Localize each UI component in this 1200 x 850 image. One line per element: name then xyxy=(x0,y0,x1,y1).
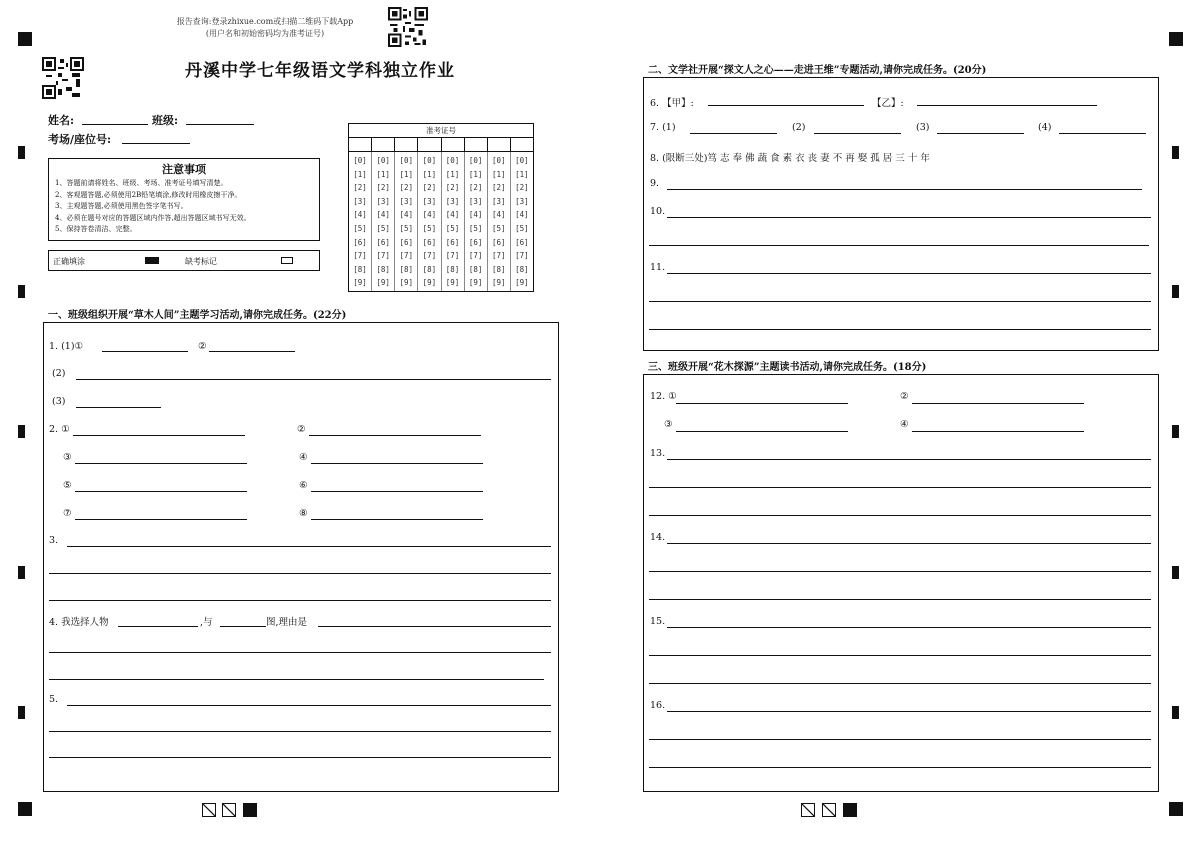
exam-id-bubble[interactable]: [2] xyxy=(445,183,460,193)
q10-label: 10. xyxy=(650,206,666,217)
answer-line[interactable] xyxy=(912,403,1084,404)
answer-line[interactable] xyxy=(667,711,1151,712)
exam-id-bubble[interactable]: [6] xyxy=(515,237,529,247)
answer-line[interactable] xyxy=(912,431,1084,432)
exam-id-bubble[interactable]: [6] xyxy=(399,237,414,247)
q2-mark: ⑥ xyxy=(299,480,308,491)
answer-line[interactable] xyxy=(49,679,544,680)
q15-label: 15. xyxy=(650,616,666,627)
exam-id-bubble[interactable]: [8] xyxy=(399,264,414,274)
q3-label: 3. xyxy=(49,535,59,546)
q14-label: 14. xyxy=(650,532,666,543)
exam-id-bubble[interactable]: [0] xyxy=(492,156,506,165)
answer-line[interactable] xyxy=(49,652,551,653)
q4-label: 4. 我选择人物 xyxy=(49,617,109,628)
q11-label: 11. xyxy=(650,262,666,273)
exam-id-bubble[interactable]: [7] xyxy=(445,251,460,261)
exam-id-bubble[interactable]: [3] xyxy=(445,196,460,206)
section-2-answer-area[interactable] xyxy=(643,77,1159,351)
timing-mark xyxy=(1172,146,1179,159)
exam-id-column xyxy=(418,152,441,291)
q2-mark: ③ xyxy=(63,452,72,463)
q2-mark: ④ xyxy=(299,452,308,463)
notice-item: 4、必须在题号对应的答题区域内作答,超出答题区域书写无效。 xyxy=(55,213,251,222)
exam-id-bubble[interactable]: [5] xyxy=(492,223,506,233)
answer-line[interactable] xyxy=(73,435,245,436)
exam-id-bubble[interactable]: [4] xyxy=(399,210,414,220)
q16-label: 16. xyxy=(650,700,666,711)
exam-id-bubble[interactable]: [9] xyxy=(515,278,529,288)
answer-line[interactable] xyxy=(76,379,551,380)
exam-id-bubble[interactable]: [5] xyxy=(468,223,483,233)
exam-id-column xyxy=(372,152,395,291)
notice-item: 1、答题前请将姓名、班级、考场、准考证号填写清楚。 xyxy=(55,179,228,187)
exam-id-bubble[interactable]: [9] xyxy=(445,278,460,288)
answer-line[interactable] xyxy=(937,133,1024,134)
section-3-title: 三、班级开展“花木探源”主题读书活动,请你完成任务。(18分) xyxy=(648,362,927,373)
slash-box-icon xyxy=(822,803,836,817)
section-1-answer-area[interactable] xyxy=(43,322,559,792)
exam-id-bubble[interactable]: [8] xyxy=(445,264,460,274)
answer-line[interactable] xyxy=(649,655,1151,656)
seat-field[interactable] xyxy=(122,143,190,144)
timing-mark xyxy=(18,706,25,719)
timing-mark xyxy=(18,146,25,159)
exam-id-column xyxy=(349,152,372,291)
exam-id-bubble[interactable]: [8] xyxy=(422,264,437,274)
absent-mark-label: 缺考标记 xyxy=(185,257,217,266)
slash-box-icon xyxy=(222,803,236,817)
notice-title: 注意事项 xyxy=(162,163,206,176)
exam-id-bubble[interactable]: [5] xyxy=(422,223,437,233)
q2-mark: ⑦ xyxy=(63,508,72,519)
q7-label: 7. (1) xyxy=(650,122,676,133)
exam-id-bubble[interactable]: [2] xyxy=(492,183,506,193)
absent-checkbox[interactable] xyxy=(281,257,293,264)
exam-id-bubble[interactable]: [6] xyxy=(468,237,483,247)
exam-id-column xyxy=(511,152,533,291)
timing-mark xyxy=(1172,425,1179,438)
exam-id-bubble[interactable]: [9] xyxy=(468,278,483,288)
timing-mark xyxy=(1172,706,1179,719)
exam-id-column xyxy=(395,152,418,291)
timing-mark xyxy=(18,285,25,298)
filled-bubble-icon xyxy=(145,257,159,264)
answer-line[interactable] xyxy=(649,739,1151,740)
q6-label-b: 【乙】: xyxy=(872,98,904,109)
exam-id-bubble[interactable]: [1] xyxy=(422,169,437,179)
exam-id-bubble[interactable]: [0] xyxy=(445,156,460,165)
q2-mark: ⑤ xyxy=(63,480,72,491)
answer-line[interactable] xyxy=(667,217,1151,218)
exam-id-bubble[interactable]: [7] xyxy=(515,251,529,261)
exam-id-grid xyxy=(348,123,534,292)
q7-part: (4) xyxy=(1038,122,1052,133)
exam-id-column xyxy=(465,152,488,291)
exam-id-bubble[interactable]: [4] xyxy=(445,210,460,220)
q12-mark: ② xyxy=(900,391,909,402)
answer-line[interactable] xyxy=(708,105,864,106)
exam-id-bubble[interactable]: [3] xyxy=(492,196,506,206)
notice-item: 3、主观题答题,必须使用黑色签字笔书写。 xyxy=(55,202,188,210)
corner-mark xyxy=(18,32,32,46)
exam-id-bubble[interactable]: [5] xyxy=(399,223,414,233)
exam-id-bubble[interactable]: [0] xyxy=(515,156,529,165)
exam-id-bubble[interactable]: [3] xyxy=(422,196,437,206)
class-label: 班级: xyxy=(152,114,179,127)
answer-line[interactable] xyxy=(649,599,1151,600)
exam-id-bubble[interactable]: [8] xyxy=(353,264,367,274)
answer-line[interactable] xyxy=(309,435,481,436)
exam-id-bubble[interactable]: [0] xyxy=(468,156,483,165)
exam-id-bubble[interactable]: [2] xyxy=(399,183,414,193)
correct-fill-label: 正确填涂 xyxy=(53,257,85,266)
exam-id-bubble[interactable]: [0] xyxy=(376,156,390,165)
section-3-answer-area[interactable] xyxy=(643,374,1159,792)
q12-mark: ③ xyxy=(664,419,673,430)
answer-line[interactable] xyxy=(75,463,247,464)
exam-id-bubble[interactable]: [9] xyxy=(353,278,367,288)
answer-line[interactable] xyxy=(311,491,483,492)
q9-label: 9. xyxy=(650,178,660,189)
exam-id-bubble[interactable]: [8] xyxy=(376,264,390,274)
report-line-2: (用户名和初始密码均为准考证号) xyxy=(205,29,325,38)
q7-part: (3) xyxy=(916,122,930,133)
exam-id-bubble[interactable]: [9] xyxy=(376,278,390,288)
page-title: 丹溪中学七年级语文学科独立作业 xyxy=(185,61,455,81)
exam-id-bubble[interactable]: [1] xyxy=(468,169,483,179)
answer-line[interactable] xyxy=(649,329,1151,330)
answer-line[interactable] xyxy=(649,487,1151,488)
exam-id-bubble[interactable]: [5] xyxy=(445,223,460,233)
answer-line[interactable] xyxy=(75,519,247,520)
report-line-1: 报告查询:登录zhixue.com或扫描二维码下载App xyxy=(176,17,354,26)
exam-id-bubble[interactable]: [9] xyxy=(399,278,414,288)
exam-id-bubble[interactable]: [7] xyxy=(468,251,483,261)
exam-id-bubble[interactable]: [1] xyxy=(399,169,414,179)
exam-id-bubble[interactable]: [2] xyxy=(422,183,437,193)
exam-id-bubble[interactable]: [3] xyxy=(376,196,390,206)
answer-line[interactable] xyxy=(649,571,1151,572)
corner-mark xyxy=(1169,32,1183,46)
exam-id-bubble[interactable]: [7] xyxy=(353,251,367,261)
answer-line[interactable] xyxy=(667,189,1142,190)
exam-id-bubble[interactable]: [9] xyxy=(422,278,437,288)
solid-box-icon xyxy=(243,803,257,817)
exam-id-bubble[interactable]: [0] xyxy=(399,156,414,165)
q1-part-2: (2) xyxy=(52,368,66,379)
answer-line[interactable] xyxy=(649,245,1149,246)
answer-line[interactable] xyxy=(649,301,1151,302)
exam-id-bubble[interactable]: [5] xyxy=(515,223,529,233)
answer-line[interactable] xyxy=(667,273,1151,274)
answer-line[interactable] xyxy=(667,459,1151,460)
exam-id-bubble[interactable]: [8] xyxy=(492,264,506,274)
q2-label: 2. ① xyxy=(49,424,70,435)
answer-line[interactable] xyxy=(76,407,161,408)
timing-mark xyxy=(1172,566,1179,579)
exam-id-bubble[interactable]: [5] xyxy=(376,223,390,233)
q1-label: 1. (1)① xyxy=(49,341,84,352)
q7-part: (2) xyxy=(792,122,806,133)
exam-id-column xyxy=(488,152,511,291)
q2-mark: ⑧ xyxy=(299,508,308,519)
answer-line[interactable] xyxy=(649,683,1151,684)
exam-id-bubble[interactable]: [6] xyxy=(376,237,390,247)
exam-id-bubble[interactable]: [6] xyxy=(445,237,460,247)
answer-line[interactable] xyxy=(49,600,551,601)
answer-line[interactable] xyxy=(311,519,483,520)
answer-line[interactable] xyxy=(676,403,848,404)
answer-line[interactable] xyxy=(690,133,777,134)
exam-id-bubble[interactable]: [7] xyxy=(399,251,414,261)
answer-line[interactable] xyxy=(649,515,1151,516)
answer-line[interactable] xyxy=(318,626,551,627)
slash-box-icon xyxy=(202,803,216,817)
slash-box-icon xyxy=(801,803,815,817)
answer-line[interactable] xyxy=(49,731,551,732)
answer-line[interactable] xyxy=(649,767,1151,768)
exam-id-bubble[interactable]: [6] xyxy=(353,237,367,247)
notice-box xyxy=(48,158,320,241)
timing-mark xyxy=(18,566,25,579)
exam-id-bubble[interactable]: [1] xyxy=(515,169,529,179)
exam-id-bubble[interactable]: [6] xyxy=(422,237,437,247)
exam-id-bubble[interactable]: [5] xyxy=(353,223,367,233)
exam-id-bubble[interactable]: [7] xyxy=(376,251,390,261)
name-field[interactable] xyxy=(82,124,148,125)
exam-id-bubble[interactable]: [6] xyxy=(492,237,506,247)
section-2-title: 二、文学社开展“探文人之心——走进王维”专题活动,请你完成任务。(20分) xyxy=(648,65,987,76)
exam-id-bubble[interactable]: [0] xyxy=(422,156,437,165)
exam-id-bubble[interactable]: [4] xyxy=(422,210,437,220)
exam-id-bubble[interactable]: [7] xyxy=(492,251,506,261)
q2-mark: ② xyxy=(297,424,306,435)
q8-text[interactable]: 8. (限断三处)笃 志 奉 佛 蔬 食 素 衣 丧 妻 不 再 娶 孤 居 三 十 年 xyxy=(650,153,930,164)
answer-line[interactable] xyxy=(676,431,848,432)
q4-text: ,与 xyxy=(200,617,213,628)
qr-code-icon[interactable] xyxy=(388,7,428,47)
answer-line[interactable] xyxy=(102,351,188,352)
exam-id-bubble[interactable]: [1] xyxy=(445,169,460,179)
exam-id-bubble[interactable]: [3] xyxy=(468,196,483,206)
answer-line[interactable] xyxy=(118,626,198,627)
seat-label: 考场/座位号: xyxy=(48,133,112,146)
q12-label: 12. ① xyxy=(650,391,677,402)
answer-line[interactable] xyxy=(67,546,551,547)
exam-id-bubble[interactable]: [4] xyxy=(468,210,483,220)
answer-line[interactable] xyxy=(1059,133,1146,134)
timing-mark xyxy=(18,425,25,438)
answer-line[interactable] xyxy=(667,627,1151,628)
answer-line[interactable] xyxy=(49,757,551,758)
exam-id-write-cells[interactable] xyxy=(349,138,533,152)
notice-item: 2、客观题答题,必须使用2B铅笔填涂,修改时用橡皮擦干净。 xyxy=(55,190,242,199)
exam-id-bubble[interactable]: [4] xyxy=(353,210,367,220)
corner-mark xyxy=(1169,802,1183,816)
answer-line[interactable] xyxy=(49,573,551,574)
exam-id-bubble[interactable]: [3] xyxy=(353,196,367,206)
q13-label: 13. xyxy=(650,448,666,459)
q1-part-3: (3) xyxy=(52,396,66,407)
q1-mark-2: ② xyxy=(198,341,207,352)
exam-id-bubble[interactable]: [8] xyxy=(515,264,529,274)
q6-label: 6. 【甲】: xyxy=(650,98,694,109)
exam-id-bubble[interactable]: [4] xyxy=(376,210,390,220)
exam-id-bubble[interactable]: [1] xyxy=(376,169,390,179)
report-notice xyxy=(150,16,380,40)
exam-id-bubble[interactable]: [2] xyxy=(376,183,390,193)
fill-legend xyxy=(48,250,320,271)
exam-id-bubble[interactable]: [2] xyxy=(515,183,529,193)
exam-id-bubble[interactable]: [2] xyxy=(468,183,483,193)
exam-id-bubble[interactable]: [1] xyxy=(353,169,367,179)
exam-id-bubble[interactable]: [4] xyxy=(492,210,506,220)
exam-id-bubble[interactable]: [7] xyxy=(422,251,437,261)
answer-line[interactable] xyxy=(311,463,483,464)
answer-line[interactable] xyxy=(814,133,901,134)
notice-item: 5、保持答卷清洁、完整。 xyxy=(55,225,137,233)
exam-id-bubble[interactable]: [2] xyxy=(353,183,367,193)
answer-line[interactable] xyxy=(209,351,295,352)
exam-id-bubble[interactable]: [3] xyxy=(515,196,529,206)
exam-id-bubble[interactable]: [1] xyxy=(492,169,506,179)
exam-id-bubble[interactable]: [4] xyxy=(515,210,529,220)
corner-mark xyxy=(18,802,32,816)
exam-id-bubble[interactable]: [9] xyxy=(492,278,506,288)
q5-label: 5. xyxy=(49,694,59,705)
q12-mark: ④ xyxy=(900,419,909,430)
exam-id-column xyxy=(442,152,465,291)
exam-id-label: 准考证号 xyxy=(349,124,533,138)
exam-id-bubble[interactable]: [0] xyxy=(353,156,367,165)
answer-line[interactable] xyxy=(67,705,551,706)
timing-mark xyxy=(1172,285,1179,298)
exam-id-bubble[interactable]: [3] xyxy=(399,196,414,206)
q4-text: 图,理由是 xyxy=(266,617,308,628)
section-1-title: 一、班级组织开展“草木人间”主题学习活动,请你完成任务。(22分) xyxy=(48,310,347,321)
answer-line[interactable] xyxy=(75,491,247,492)
qr-code-icon xyxy=(42,57,84,99)
name-label: 姓名: xyxy=(48,114,75,127)
answer-line[interactable] xyxy=(220,626,266,627)
solid-box-icon xyxy=(843,803,857,817)
class-field[interactable] xyxy=(186,124,254,125)
answer-line[interactable] xyxy=(667,543,1151,544)
exam-id-bubble[interactable]: [8] xyxy=(468,264,483,274)
answer-line[interactable] xyxy=(917,105,1097,106)
exam-id-bubbles[interactable] xyxy=(349,152,533,291)
